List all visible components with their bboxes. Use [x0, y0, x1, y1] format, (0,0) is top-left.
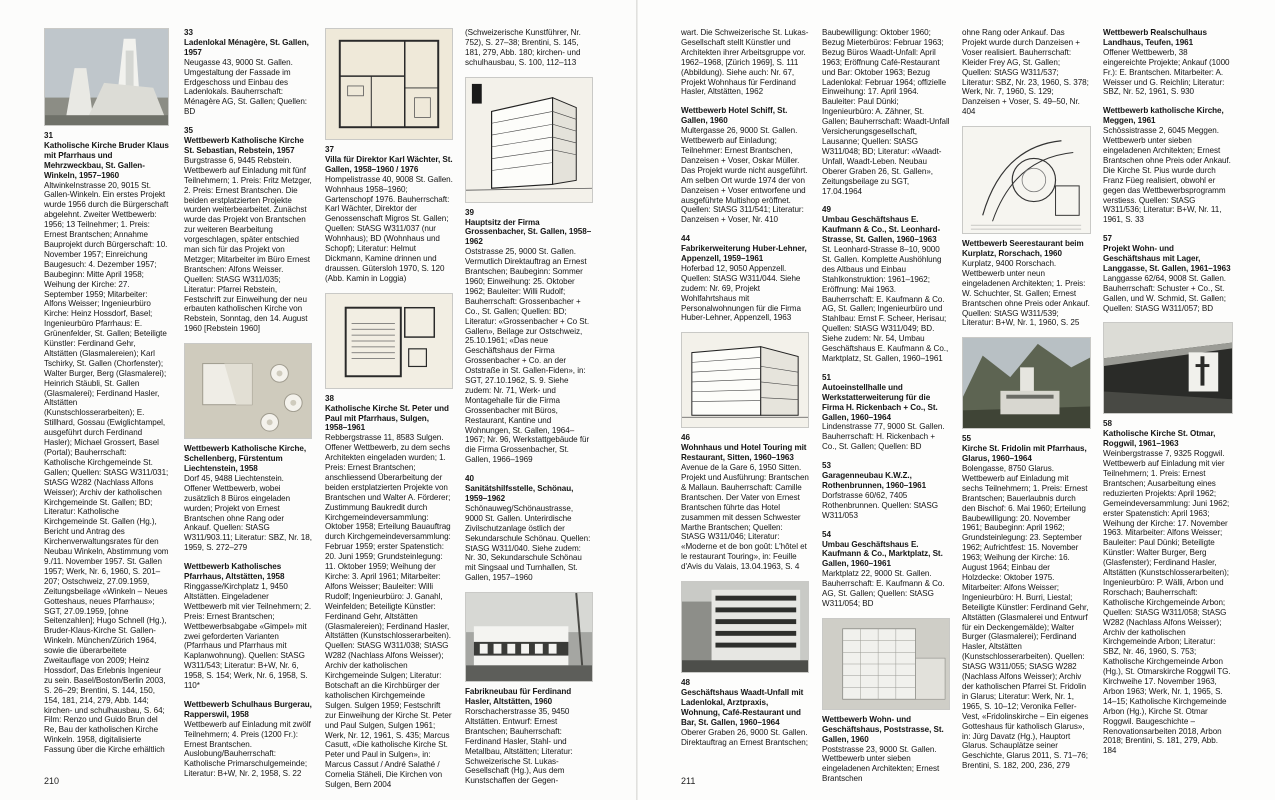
entry-title: Wettbewerb Realschulhaus Landhaus, Teufen, 1961 — [1103, 28, 1207, 47]
entry-title: Wettbewerb Wohn- und Geschäftshaus, Poststrasse, St. Gallen, 1960 — [822, 714, 944, 744]
entry-number: 46 — [681, 433, 690, 443]
entry-title: Wettbewerb Katholische Kirche St. Sebastian, Rebstein, 1957 — [184, 136, 304, 155]
seerestaurant-plan — [962, 126, 1091, 234]
entry-48 — [681, 678, 809, 747]
entry-text: Oststrasse 25, 9000 St. Gallen. Vermutlich Direktauftrag an Ernest Brantschen; Baubeginn: Sommer 1960; Einweihung: 25. Oktober 1962; Bauleiter: Willi Rudolf; Bauherrschaft: Grossenbacher + Co., St. Gallen; Quellen: BD; Literatur: «Grossenbacher + Co St. Gallen», Beilage zur Ostschweiz, 25.10.1961; «Das neue Geschäftshaus der Firma Grossenbacher + Co. an der Oststraße in St. Gallen-Fiden», in: SGT, 27.10.1962, S. 9. Siehe zudem: Nr. 71, Werk- und Montagehalle für die Firma Grossenbacher mit Büros, Restaurant, Kantine und Wohnungen, St. Gallen, 1964–1967; Nr. 96, Werkstattgebäude für die Firma Grossenbacher, St. Gallen, 1966–1969 — [465, 247, 590, 465]
entry-title: Katholische Kirche Bruder Klaus mit Pfarrhaus und Mehrzweckbau, St. Gallen-Winkeln, 1957–1960 — [44, 140, 169, 180]
st-fridolin-photo — [962, 337, 1091, 429]
entry-57 — [1103, 234, 1233, 313]
entry-number: 37 — [325, 145, 334, 154]
entry-title: Garagenneubau K.W.Z., Rothenbrunnen, 1960–1961 — [822, 471, 927, 490]
entry-text: Oberer Graben 26, 9000 St. Gallen. Direktauftrag an Ernest Brantschen; — [681, 727, 808, 747]
entry-38 — [325, 394, 453, 790]
entry-number: 49 — [822, 205, 831, 215]
entry-schulhaus-rapperswil — [184, 700, 312, 779]
hotel-touring-drawing — [681, 332, 809, 428]
entry-text: Schönauweg/Schönaustrasse, 9000 St. Gallen. Unterirdische Zivilschutzanlage östlich der Sekundarschule Schönau. Quellen: StASG W311/040. Siehe zudem: Nr. 30, Sekundarschule Schönau mit Singsaal und Turnhallen, St. Gallen, 1957–1960 — [465, 503, 591, 583]
entry-title: Wettbewerb Schulhaus Burgerau, Rapperswil, 1958 — [184, 699, 312, 719]
entry-title: Wohnhaus und Hotel Touring mit Restaurant, Sitten, 1960–1963 — [681, 443, 807, 463]
entry-number: 57 — [1103, 234, 1112, 244]
entry-39 — [465, 208, 593, 466]
entry-title: Projekt Wohn- und Geschäftshaus mit Lager, Langgasse, St. Gallen, 1961–1963 — [1103, 244, 1231, 273]
entry-53 — [822, 461, 950, 520]
entry-title: Wettbewerb katholische Kirche, Meggen, 1961 — [1103, 106, 1224, 126]
entry-58 — [1103, 419, 1233, 756]
entry-fabrik-hasler — [465, 687, 593, 786]
entry-title: Autoeinstellhalle und Werkstatterweiterung für die Firma H. Rickenbach + Co., St. Gallen, 1960–1964 — [822, 382, 938, 422]
entry-text: Avenue de la Gare 6, 1950 Sitten. Projekt und Ausführung: Brantschen & Mallaun. Bauherrschaft: Camille Brantschen. Der Vater von Ernest Brantschen führte das Hotel zusammen mit dessen Schwester Marthe Brantschen; Quellen: StASG W311/046; Literatur: «Moderne et de bon goût: L'hôtel et le restaurant Touring», in: Feuille d'Avis du Valais, 13.04.1963, S. 4 — [681, 463, 809, 572]
entry-text: St. Leonhard-Strasse 8–10, 9000 St. Gallen. Komplette Aushöhlung des Altbaus und Einbau Stahlkonstruktion: 1961–1962; Eröffnung: Mai 1963. Bauherrschaft: E. Kaufmann & Co. AG, St. Gallen; Ingenieurbüro und Stahlbau: Ernst F. Scheer, Herisau; Quellen: StASG W311/049; BD. Siehe zudem: Nr. 54, Umbau Geschäftshaus E. Kaufmann & Co., Marktplatz, St. Gallen, 1960–1961 — [822, 245, 949, 363]
entry-51 — [822, 373, 950, 452]
entry-text: Schössistrasse 2, 6045 Meggen. Wettbewerb unter sieben eingeladenen Architekten; Ernest Brantschen ohne Preis oder Ankauf. Die Kirche St. Pius wurde durch Franz Füeg realisiert, obwohl er gegen das Wettbewerbsprogramm verstiess. Quellen: StASG W311/536; Literatur: B+W, Nr. 11, 1961, S. 33 — [1103, 126, 1231, 225]
entry-text: Dorf 45, 9488 Liechtenstein. Offener Wettbewerb, wobei zusätzlich 8 Büros eingeladen wurden; Projekt von Ernest Brantschen ohne Rang oder Ankauf. Quellen: StASG W311/903.11; Literatur: SBZ, Nr. 18, 1959, S. 272–279 — [184, 473, 312, 553]
entry-title: Wettbewerb Katholische Kirche, Schellenberg, Fürstentum Liechtenstein, 1958 — [184, 444, 307, 473]
entry-number: 48 — [681, 678, 690, 688]
entry-text: Marktplatz 22, 9000 St. Gallen. Bauherrschaft: E. Kaufmann & Co. AG, St. Gallen; Quellen: StASG W311/054; BD — [822, 569, 945, 608]
entry-number: 51 — [822, 372, 831, 382]
entry-text: Dorfstrasse 60/62, 7405 Rothenbrunnen. Quellen: StASG W311/053 — [822, 490, 938, 520]
continued-text: Baubewilligung: Oktober 1960; Bezug Mieterbüros: Februar 1963; Bezug Büros Waadt-Unfall: April 1963; Eröffnung Café-Restaurant und Bar: Oktober 1963; Bezug Ladenlokal: Februar 1964; offizielle Einweihung: 17. April 1964. Bauleiter: Paul Dünki; Ingenieurbüro: A. Zähner, St. Gallen; Bauherrschaft: Waadt-Unfall Versicherungsgesellschaft, Lausanne; Quellen: StASG W311/048; BD; Literatur: «Waadt-Unfall, Waadt-Leben. Neubau Oberer Graben 26, St. Gallen», Zeitungsbeilage zu SGT, 17.04.1964 — [822, 28, 950, 196]
entry-number: 53 — [822, 461, 831, 471]
entry-40 — [465, 474, 593, 583]
entry-49 — [822, 205, 950, 364]
entry-number: 39 — [465, 207, 474, 217]
entry-text: Ringgasse/Kirchplatz 1, 9450 Altstätten. Eingeladener Wettbewerb mit vier Teilnehmern; 2. Preis: Ernest Brantschen; Wettbewerbsabgabe «Gimpel» mit zwei geforderten Varianten (Pfarrhaus und Pfarrhaus mit Kaplanwohnung). Quellen: StASG W311/543; Literatur: B+W, Nr. 6, 1958, S. 154; Werk, Nr. 6, 1958, S. 110* — [184, 581, 312, 691]
entry-teufen — [1103, 28, 1233, 97]
entry-text: Burgstrasse 6, 9445 Rebstein. Wettbewerb auf Einladung mit fünf Teilnehmern; 1. Preis: Fritz Metzger, 2. Preis: Ernest Brantschen. Die beiden erstplatzierten Projekte wurden weiterbearbeitet. Zunächst wurde das Projekt von Brantschen zur weiteren Bearbeitung vorgeschlagen, später entschied man sich für das Projekt von Metzger; Mitarbeiter im Büro Ernest Brantschen: Alfons Weisser. Quellen: StASG W311/035; Literatur: Pfarrei Rebstein, Festschrift zur Einweihung der neu erbauten katholischen Kirche von Rebstein, Sonntag, den 14. August 1960 [Rebstein 1960] — [184, 155, 312, 334]
st-otmar-interior-photo — [1103, 322, 1233, 414]
entry-text: Hompelistrasse 40, 9008 St. Gallen. Wohnhaus 1958–1960; Gartenschopf 1976. Bauherrschaft: Karl Wächter, Direktor der Genossenschaft Migros St. Gallen; Quellen: StASG W311/037 (nur Wohnhaus); BD (Wohnhaus und Schopf); Literatur: Helmut Dickmann, Kamine drinnen und draussen. Gütersloh 1970, S. 120 (Abb. Kamin in Loggia) — [325, 174, 453, 283]
entry-46 — [681, 433, 809, 572]
sulgen-church-plan — [325, 293, 453, 389]
right-column-3 — [962, 28, 1091, 771]
entry-title: Katholische Kirche St. Otmar, Roggwil, 1961–1963 — [1103, 429, 1216, 449]
entry-44 — [681, 234, 809, 323]
entry-title: Fabrikerweiterung Huber-Lehner, Appenzell, 1959–1961 — [681, 244, 807, 264]
entry-text: Kurplatz, 9400 Rorschach. Wettbewerb unter neun eingeladenen Architekten; 1. Preis: W. Schuchter, St. Gallen; Ernest Brantschen ohne Preis oder Ankauf. Quellen: StASG W311/539; Literatur: B+W, Nr. 1, 1960, S. 25 — [962, 258, 1090, 328]
left-page — [0, 0, 637, 800]
entry-title: Fabrikneubau für Ferdinand Hasler, Altstätten, 1960 — [465, 687, 572, 707]
left-column-4 — [465, 28, 593, 786]
entry-title: Sanitätshilfsstelle, Schönau, 1959–1962 — [465, 484, 574, 503]
continued-text: wart. Die Schweizerische St. Lukas-Gesellschaft stellt Künstler und Architekten ihrer Arbeitsgruppe vor. 1962–1968, [Zürich 1969], S. 111 (Abbildung). Siehe auch: Nr. 67, Projekt Wohnhaus für Ferdinand Hasler, Altstätten, 1962 — [681, 28, 809, 97]
entry-title: Wettbewerb Hotel Schiff, St. Gallen, 1960 — [681, 106, 788, 126]
right-page — [638, 0, 1275, 800]
continued-text: ohne Rang oder Ankauf. Das Projekt wurde durch Danzeisen + Voser realisiert. Bauherrschaft: Kleider Frey AG, St. Gallen; Quellen: StASG W311/537; Literatur: SBZ, Nr. 23, 1960, S. 378; Werk, Nr. 7, 1960, S. 129; Danzeisen + Voser, S. 49–50, Nr. 404 — [962, 28, 1089, 117]
entry-text: Langgasse 62/64, 9008 St. Gallen. Bauherrschaft: Schuster + Co., St. Gallen, und W. Schmid, St. Gallen; Quellen: StASG W311/057; BD — [1103, 273, 1226, 313]
entry-text: Weinbergstrasse 7, 9325 Roggwil. Wettbewerb auf Einladung mit vier Teilnehmern; 1. Preis: Ernest Brantschen; Ausarbeitung eines reduzierten Projekts: April 1962; Gemeindeversammlung: Juni 1962; erster Spatenstich: April 1963; Weihung der Kirche: 17. November 1963. Mitarbeiter: Alfons Weisser; Bauleiter: Paul Dünki; Beteiligte Künstler: Walter Burger, Berg (Glasfenster); Ferdinand Hasler, Altstätten (Kunstschlosserarbeiten); Ingenieurbüro: P. Wälli, Arbon und Rorschach; Bauherrschaft: Katholische Kirchgemeinde Arbon; Quellen: StASG W311/058; StASG W282 (Nachlass Alfons Weisser); Archiv der katholischen Kirchgemeinde Arbon; Literatur: SBZ, Nr. 46, 1960, S. 753; Katholische Kirchgemeinde Arbon (Hg.), St. Otmarskirche Roggwil TG. Kirchweihe 17. November 1963, Arbon 1963; Werk, Nr. 1, 1965, S. 14–15; Katholische Kirchgemeinde Arbon (Hg.), Kirche St. Otmar Roggwil. Baugeschichte – Renovationsarbeiten 2018, Arbon 2018; Brentini, S. 181, 279, Abb. 184 — [1103, 449, 1231, 756]
right-column-2 — [822, 28, 950, 784]
entry-text: Hoferbad 12, 9050 Appenzell. Quellen: StASG W311/044. Siehe zudem: Nr. 69, Projekt Wohlfahrtshaus mit Personalwohnungen für die Firma Huber-Lehner, Appenzell, 1963 — [681, 263, 801, 323]
entry-text: Rorschacherstrasse 35, 9450 Altstätten. Entwurf: Ernest Brantschen; Bauherrschaft: Ferdinand Hasler, Stahl- und Metallbau, Altstätten; Literatur: Schweizerische St. Lukas-Gesellschaft (Hg.), Aus dem Kunstschaffen der Gegen- — [465, 706, 573, 786]
entry-number: 35 — [184, 126, 193, 136]
entry-title: Geschäftshaus Waadt-Unfall mit Ladenlokal, Arztpraxis, Wohnung, Café-Restaurant und Bar, St. Gallen, 1960–1964 — [681, 687, 804, 727]
entry-number: 58 — [1103, 419, 1112, 429]
entry-text: Bolengasse, 8750 Glarus. Wettbewerb auf Einladung mit sechs Teilnehmern; 1. Preis: Ernest Brantschen; Bauerlaubnis durch den Bischof: 6. Mai 1960; Erteilung Baubewilligung: 20. November 1961; Baubeginn: April 1962; Grundsteinlegung: 23. September 1962; Aufrichtfest: 15. November 1963; Weihung der Kirche: 16. August 1964; Einbau der Holzdecke: Oktober 1975. Mitarbeiter: Alfons Weisser; Ingenieurbüro: H. Burri, Liestal; Beteiligte Künstler: Ferdinand Gehr, Altstätten (Glasmalerei und Entwurf für ein Deckengemälde); Walter Burger (Glasmalerei); Ferdinand Hasler, Altstätten (Kunstschlosserarbeiten). Quellen: StASG W311/055; StASG W282 (Nachlass Alfons Weisser); Archiv der katholischen Pfarrei St. Fridolin in Glarus; Literatur: Werk, Nr. 1, 1965, S. 10–12; Veronika Feller-Vest, «Fridolinskirche – Ein eigenes Gotteshaus für katholisch Glarus», in: Jürg Davatz (Hg.), Hauptort Glarus. Schauplätze seiner Geschichte, Glarus 2011, S. 71–76; Brentini, S. 182, 200, 236, 279 — [962, 464, 1089, 771]
entry-number: 54 — [822, 529, 831, 539]
entry-55 — [962, 434, 1091, 771]
page-number-right: 211 — [681, 776, 696, 786]
right-column-1 — [681, 28, 809, 766]
entry-33 — [184, 28, 312, 117]
entry-text: Wettbewerb auf Einladung mit zwölf Teilnehmern; 4. Preis (1200 Fr.): Ernest Brantschen. Auslobung/Bauherrschaft: Katholische Primarschulgemeinde; Literatur: B+W, Nr. 2, 1958, S. 22 — [184, 719, 311, 779]
left-column-1 — [44, 28, 169, 766]
entry-title: Ladenlokal Ménagère, St. Gallen, 1957 — [184, 37, 309, 57]
entry-title: Villa für Direktor Karl Wächter, St. Gallen, 1958–1960 / 1976 — [325, 154, 453, 174]
entry-35 — [184, 126, 312, 334]
poststrasse-model-photo — [822, 618, 950, 710]
entry-text: Rebbergstrasse 11, 8583 Sulgen. Offener Wettbewerb, zu dem sechs Architekten eingeladen wurden; 1. Preis: Ernest Brantschen; anschliessend Überarbeitung der beiden erstplatzierten Projekte von Brantschen und Walter A. Förderer; Zustimmung Baukredit durch Kirchgemeindeversammlung: Oktober 1958; Erteilung Bauauftrag durch Kirchgemeindeversammlung: Februar 1959; erster Spatenstich: 20. Juni 1959; Grundsteinlegung: 11. Oktober 1959; Weihung der Kirche: 3. April 1961; Mitarbeiter: Alfons Weisser; Bauleiter: Willi Rudolf; Ingenieurbüro: J. Ganahl, Weinfelden; Beteiligte Künstler: Ferdinand Gehr, Altstätten (Glasmalereien); Ferdinand Hasler, Altstätten (Kunstschlosserarbeiten). Quellen: StASG W311/038; StASG W282 (Nachlass Alfons Weisser); Archiv der katholischen Kirchgemeinde Sulgen; Literatur: Botschaft an die Kirchbürger der katholischen Kirchgemeinde Sulgen. Sulgen 1959; Festschrift zur Einweihung der Kirche St. Peter und Paul Sulgen, Sulgen 1961; Werk, Nr. 12, 1961, S. 435; Marcus Casutt, «Die katholische Kirche St. Peter und Paul in Sulgen», in: Marcus Cassut / André Salathé / Cornelia Stäheli, Die Kirchen von Sulgen, Bern 2004 — [325, 433, 452, 790]
hasler-factory-photo — [465, 592, 593, 682]
entry-title: Wettbewerb Seerestaurant beim Kurplatz, Rorschach, 1960 — [962, 239, 1084, 259]
entry-37 — [325, 145, 453, 284]
entry-pfarrhaus-altstaetten — [184, 562, 312, 691]
entry-title: Umbau Geschäftshaus E. Kaufmann & Co., St. Leonhard-Strasse, St. Gallen, 1960–1963 — [822, 215, 941, 245]
entry-title: Wettbewerb Katholisches Pfarrhaus, Altstätten, 1958 — [184, 562, 285, 582]
entry-text: Lindenstrasse 77, 9000 St. Gallen. Bauherrschaft: H. Rickenbach + Co., St. Gallen; Quellen: BD — [822, 422, 945, 452]
entry-54 — [822, 530, 950, 609]
church-bruder-klaus-photo — [44, 28, 169, 126]
entry-text: Poststrasse 23, 9000 St. Gallen. Wettbewerb unter sieben eingeladenen Architekten; Ernest Brantschen — [822, 744, 940, 784]
entry-number: 33 — [184, 28, 193, 37]
entry-31 — [44, 131, 169, 755]
entry-number: 40 — [465, 474, 474, 484]
entry-number: 55 — [962, 434, 971, 444]
entry-text: Offener Wettbewerb, 38 eingereichte Projekte; Ankauf (1000 Fr.): E. Brantschen. Mitarbeiter: A. Weisser und G. Reichlin; Literatur: SBZ, Nr. 52, 1961, S. 930 — [1103, 47, 1230, 97]
left-column-2 — [184, 28, 312, 779]
waadt-unfall-photo — [681, 581, 809, 673]
villa-waechter-plan — [325, 28, 453, 140]
entry-seerestaurant — [962, 239, 1091, 328]
entry-title: Hauptsitz der Firma Grossenbacher, St. Gallen, 1958–1962 — [465, 217, 592, 247]
right-column-4 — [1103, 28, 1233, 766]
entry-number: 44 — [681, 234, 690, 244]
schellenberg-model-photo — [184, 343, 312, 439]
grossenbacher-perspective-drawing — [465, 77, 593, 203]
entry-title: Kirche St. Fridolin mit Pfarrhaus, Glarus, 1960–1964 — [962, 444, 1087, 464]
entry-hotel-schiff — [681, 106, 809, 225]
left-column-3 — [325, 28, 453, 790]
entry-text: Multergasse 26, 9000 St. Gallen. Wettbewerb auf Einladung; Teilnehmer: Ernest Brantschen, Danzeisen + Voser, Oskar Müller. Das Projekt wurde nicht ausgeführt. Am selben Ort wurde 1974 der von Danzeisen + Voser entworfene und ausgeführte Multishop eröffnet. Quellen: StASG 311/541; Literatur: Danzeisen + Voser, Nr. 410 — [681, 126, 808, 225]
entry-number: 38 — [325, 393, 334, 403]
entry-meggen — [1103, 106, 1233, 225]
entry-title: Umbau Geschäftshaus E. Kaufmann & Co., Marktplatz, St. Gallen, 1960–1961 — [822, 539, 943, 569]
entry-title: Katholische Kirche St. Peter und Paul mit Pfarrhaus, Sulgen, 1958–1961 — [325, 403, 449, 433]
page-number-left: 210 — [44, 776, 60, 786]
entry-text: Neugasse 43, 9000 St. Gallen. Umgestaltung der Fassade im Erdgeschoss und Einbau des Ladenlokals. Bauherrschaft: Ménagère AG, St. Gallen; Quellen: BD — [184, 57, 307, 117]
entry-number: 31 — [44, 131, 53, 140]
entry-poststrasse — [822, 715, 950, 784]
continued-text: (Schweizerische Kunstführer, Nr. 752), S. 27–38; Brentini, S. 145, 181, 279, Abb. 180; kirchen- und schulhausbau, S. 100, 112–113 — [465, 28, 581, 67]
entry-schellenberg — [184, 444, 312, 553]
entry-text: Altwinkelnstrasse 20, 9015 St. Gallen-Winkeln. Ein erstes Projekt wurde 1956 durch die Bürgerschaft abgelehnt. Zweiter Wettbewerb: 1956; 13 Teilnehmer; 1. Preis: Ernest Brantschen; Annahme Bauprojekt durch Bürgerschaft: 10. November 1957; Einreichung Baugesuch: 4. Dezember 1957; Baubeginn: Mitte April 1958; Weihung der Kirche: 27. September 1959; Mitarbeiter: Alfons Weisser; Ingenieurbüro Kirche: Heinz Hossdorf, Basel; Ingenieurbüro Pfarrhaus: E. Grünenfelder, St. Gallen; Beteiligte Künstler: Ferdinand Gehr, Altstätten (Glasmalereien); Karl Tschirky, St. Gallen (Chorfenster); Walter Burger, Berg (Glasmalerei); Heinrich Stäubli, St. Gallen (Glasmalerei); Ferdinand Hasler, Altstätten (Kunstschlosserarbeiten); E. Stillhard, Gossau (Ewiglichtampel, ausgeführt durch Ferdinand Hasler); Michael Grossert, Basel (Portal); Bauherrschaft: Katholische Kirchgemeinde St. Gallen; Quellen: StASG W311/031; StASG W282 (Nachlass Alfons Weisser); Archiv der katholischen Kirchgemeinde St. Gallen; BD; Literatur: Katholische Kirchgemeinde St. Gallen (Hg.), Bericht und Antrag des Kirchenverwaltungsrates für den Neubau Winkeln, Abstimmung vom 9./11. November 1957. St. Gallen 1957; Werk, Nr. 6, 1960, S. 201–207; Ostschweiz, 27.09.1959, Zeitungsbeilage «Winkeln – Neues Gotteshaus, neues Pfarrhaus»; SGT, 27.09.1959, [ohne Seitenzahlen]; Hugo Schnell (Hg.), Bruder-Klaus-Kirche St. Gallen-Winkeln. München/Zürich 1964, sowie die überarbeitete Zweitauflage von 2009; Heinz Hossdorf, Das Erlebnis Ingenieur zu sein. Basel/Boston/Berlin 2003, S. 26–29; Brentini, S. 144, 150, 154, 181, 214, 279, Abb. 144; kirchen- und schulhausbau, S. 64; Film: Renzo und Guido Brun del Re, Bau der katholischen Kirche Winkeln. 1958, digitalisierte Fassung über die Kirche erhältlich — [44, 180, 169, 755]
